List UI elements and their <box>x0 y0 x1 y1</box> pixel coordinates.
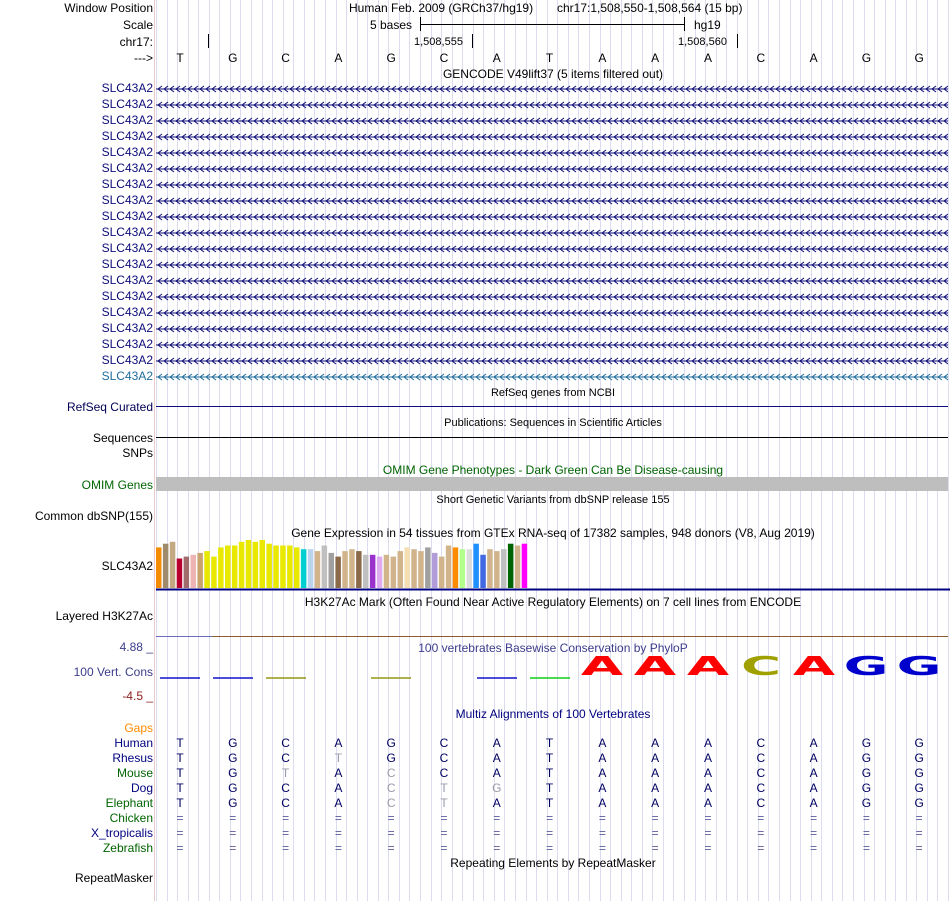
alignment-base: G <box>492 781 502 795</box>
alignment-base: C <box>756 796 766 810</box>
gencode-item-label[interactable]: SLC43A2 <box>101 81 153 95</box>
gencode-gene-line[interactable] <box>156 147 948 159</box>
gtex-tissue-bar[interactable] <box>266 544 272 588</box>
alignment-base: = <box>176 841 184 855</box>
alignment-base: G <box>861 736 872 750</box>
gtex-tissue-bar[interactable] <box>225 546 231 589</box>
sequence-base: A <box>598 51 607 65</box>
gtex-tissue-bar[interactable] <box>370 555 376 588</box>
alignment-base: A <box>598 781 607 795</box>
alignment-base: T <box>545 796 554 810</box>
alignment-base: G <box>228 796 238 810</box>
alignment-base: = <box>546 826 554 840</box>
gencode-gene-line[interactable] <box>156 179 948 191</box>
alignment-base: = <box>229 811 237 825</box>
alignment-base: A <box>809 766 818 780</box>
alignment-base: G <box>861 766 872 780</box>
gtex-tissue-bar[interactable] <box>384 555 390 588</box>
phylop-logo-mark[interactable] <box>160 677 200 679</box>
alignment-base: A <box>703 766 712 780</box>
scale-db: hg19 <box>694 18 721 32</box>
h3k27-title: H3K27Ac Mark (Often Found Near Active Regulatory Elements) on 7 cell lines from ENCODE <box>304 595 802 609</box>
alignment-base: T <box>545 781 554 795</box>
alignment-base: G <box>228 751 238 765</box>
multiz-title: Multiz Alignments of 100 Vertebrates <box>455 707 651 721</box>
phylop-label[interactable]: 100 Vert. Cons <box>73 665 153 679</box>
species-label[interactable]: Human <box>114 736 153 750</box>
gencode-gene-line[interactable] <box>156 227 948 239</box>
grid-line <box>948 0 949 901</box>
alignment-base: C <box>439 751 449 765</box>
phylop-logo-letter[interactable]: C <box>740 652 781 682</box>
alignment-base: A <box>809 736 818 750</box>
alignment-base: G <box>228 781 238 795</box>
alignment-base: = <box>387 841 395 855</box>
alignment-base: A <box>334 781 343 795</box>
alignment-base: = <box>493 811 501 825</box>
strand-label: ---> <box>134 51 153 65</box>
gtex-tissue-bar[interactable] <box>170 542 176 588</box>
gtex-tissue-bar[interactable] <box>253 542 259 588</box>
alignment-base: G <box>914 781 924 795</box>
alignment-base: = <box>546 811 554 825</box>
alignment-base: A <box>703 751 712 765</box>
sidebar-divider <box>154 0 155 901</box>
gencode-item-label[interactable]: SLC43A2 <box>101 209 153 223</box>
gtex-title: Gene Expression in 54 tissues from GTEx RNA-seq of 17382 samples, 948 donors (V8, Aug 2019) <box>291 526 815 540</box>
gencode-gene-line[interactable] <box>156 371 948 383</box>
species-label[interactable]: X_tropicalis <box>90 826 153 840</box>
alignment-base: A <box>598 796 607 810</box>
gtex-tissue-bar[interactable] <box>232 546 238 589</box>
gtex-tissue-bar[interactable] <box>191 555 197 588</box>
h3k27-label[interactable]: Layered H3K27Ac <box>55 609 153 623</box>
sequence-base: A <box>651 51 660 65</box>
chrom-label: chr17: <box>119 35 153 49</box>
gtex-tissue-bar[interactable] <box>184 557 190 588</box>
alignment-base: A <box>492 766 501 780</box>
h3k27-signal-low <box>156 636 212 637</box>
gencode-gene-line[interactable] <box>156 323 948 335</box>
gtex-tissue-bar[interactable] <box>494 551 500 588</box>
gencode-gene-line[interactable] <box>156 307 948 319</box>
species-label[interactable]: Elephant <box>105 796 153 810</box>
alignment-base: = <box>334 841 342 855</box>
gaps-label[interactable]: Gaps <box>124 721 153 735</box>
alignment-base: = <box>651 826 659 840</box>
gencode-item-label[interactable]: SLC43A2 <box>101 177 153 191</box>
alignment-base: C <box>756 736 766 750</box>
pubs-title: Publications: Sequences in Scientific Articles <box>444 417 662 429</box>
omim-bar[interactable] <box>156 477 948 491</box>
alignment-base: = <box>757 826 765 840</box>
alignment-base: G <box>228 736 238 750</box>
pos-tick-1: 1,508,555 <box>414 36 463 48</box>
alignment-base: = <box>757 811 765 825</box>
alignment-base: = <box>915 826 923 840</box>
gtex-tissue-bar[interactable] <box>239 542 245 588</box>
alignment-base: A <box>651 751 660 765</box>
alignment-base: = <box>757 841 765 855</box>
alignment-base: = <box>440 826 448 840</box>
refseq-title: RefSeq genes from NCBI <box>490 387 616 399</box>
chrom-tick-start <box>208 34 209 48</box>
gtex-tissue-bar[interactable] <box>308 549 314 588</box>
alignment-base: = <box>862 811 870 825</box>
sequence-base: G <box>228 51 238 65</box>
alignment-base: T <box>545 736 554 750</box>
phylop-logo-letter[interactable]: A <box>581 652 624 682</box>
gtex-tissue-bar[interactable] <box>487 549 493 588</box>
phylop-logo-letter[interactable]: A <box>686 652 730 682</box>
assembly-text: Human Feb. 2009 (GRCh37/hg19) <box>349 1 534 15</box>
alignment-base: T <box>440 781 448 795</box>
gencode-item-label[interactable]: SLC43A2 <box>101 321 153 335</box>
refseq-gene-line[interactable] <box>156 406 948 407</box>
gencode-item-label[interactable]: SLC43A2 <box>101 113 153 127</box>
gtex-tissue-bar[interactable] <box>211 557 217 588</box>
gencode-item-label[interactable]: SLC43A2 <box>101 193 153 207</box>
pos-tick-1-mark <box>472 34 473 48</box>
alignment-base: A <box>598 751 607 765</box>
alignment-base: A <box>334 796 343 810</box>
refseq-label[interactable]: RefSeq Curated <box>66 400 153 414</box>
alignment-base: T <box>281 766 290 780</box>
sequence-base: G <box>861 51 872 65</box>
gtex-tissue-bar[interactable] <box>356 551 362 588</box>
gtex-tissue-bar[interactable] <box>197 553 203 588</box>
gencode-gene-line[interactable] <box>156 115 948 127</box>
omim-title: OMIM Gene Phenotypes - Dark Green Can Be Disease-causing <box>382 463 724 477</box>
alignment-base: G <box>914 736 924 750</box>
alignment-base: A <box>809 796 818 810</box>
phylop-min: -4.5 _ <box>122 689 153 703</box>
sequence-base: G <box>386 51 396 65</box>
gtex-tissue-bar[interactable] <box>404 547 410 588</box>
gtex-tissue-bar[interactable] <box>218 547 224 588</box>
alignment-base: = <box>704 811 712 825</box>
phylop-logo-mark[interactable] <box>266 677 306 679</box>
window-position-label: Window Position <box>64 1 153 15</box>
alignment-base: = <box>598 826 606 840</box>
gencode-gene-line[interactable] <box>156 259 948 271</box>
alignment-base: = <box>440 811 448 825</box>
alignment-base: = <box>282 841 290 855</box>
position-text: chr17:1,508,550-1,508,564 (15 bp) <box>557 1 743 15</box>
gtex-tissue-bar[interactable] <box>411 549 417 588</box>
alignment-base: A <box>809 751 818 765</box>
alignment-base: G <box>914 751 924 765</box>
gtex-tissue-bar[interactable] <box>294 547 300 588</box>
sequence-base: A <box>703 51 712 65</box>
gtex-tissue-bar[interactable] <box>287 546 293 589</box>
gencode-item-label[interactable]: SLC43A2 <box>101 289 153 303</box>
gencode-gene-line[interactable] <box>156 275 948 287</box>
alignment-base: = <box>915 841 923 855</box>
alignment-base: A <box>651 766 660 780</box>
gtex-tissue-bar[interactable] <box>391 557 397 588</box>
gencode-gene-line[interactable] <box>156 131 948 143</box>
gencode-gene-line[interactable] <box>156 243 948 255</box>
gtex-tissue-bar[interactable] <box>163 544 169 588</box>
gencode-item-label[interactable]: SLC43A2 <box>101 273 153 287</box>
alignment-base: = <box>651 811 659 825</box>
species-label[interactable]: Mouse <box>116 766 153 780</box>
sequence-base: A <box>809 51 818 65</box>
omim-label[interactable]: OMIM Genes <box>81 478 153 492</box>
gencode-item-label[interactable]: SLC43A2 <box>101 241 153 255</box>
phylop-title: 100 vertebrates Basewise Conservation by PhyloP <box>418 641 688 655</box>
phylop-max: 4.88 _ <box>119 640 153 654</box>
gtex-label[interactable]: SLC43A2 <box>101 559 153 573</box>
gencode-item-label[interactable]: SLC43A2 <box>101 369 153 383</box>
alignment-base: A <box>703 736 712 750</box>
gencode-gene-line[interactable] <box>156 83 948 95</box>
alignment-base: T <box>176 781 184 795</box>
gtex-tissue-bar[interactable] <box>363 555 369 588</box>
alignment-base: A <box>703 781 712 795</box>
alignment-base: A <box>598 736 607 750</box>
alignment-base: T <box>176 736 184 750</box>
alignment-base: A <box>598 766 607 780</box>
alignment-base: G <box>914 796 924 810</box>
gtex-tissue-bar[interactable] <box>432 553 438 588</box>
alignment-base: T <box>545 751 554 765</box>
sequence-base: C <box>439 51 449 65</box>
sequence-base: C <box>281 51 290 65</box>
scale-label: Scale <box>122 18 153 32</box>
gtex-tissue-bar[interactable] <box>156 547 162 588</box>
gencode-gene-line[interactable] <box>156 339 948 351</box>
gencode-item-label[interactable]: SLC43A2 <box>101 353 153 367</box>
alignment-base: C <box>439 766 449 780</box>
gencode-gene-line[interactable] <box>156 355 948 367</box>
gtex-tissue-bar[interactable] <box>439 557 445 588</box>
alignment-base: = <box>387 826 395 840</box>
gtex-tissue-bar[interactable] <box>177 559 183 589</box>
alignment-base: G <box>386 751 396 765</box>
alignment-base: T <box>545 766 554 780</box>
alignment-base: G <box>861 751 872 765</box>
gencode-gene-line[interactable] <box>156 99 948 111</box>
alignment-base: T <box>440 796 448 810</box>
alignment-base: = <box>810 826 818 840</box>
gtex-tissue-bar[interactable] <box>322 546 328 589</box>
gtex-tissue-bar[interactable] <box>273 546 279 589</box>
alignment-base: C <box>386 796 396 810</box>
gtex-tissue-bar[interactable] <box>398 551 404 588</box>
alignment-base: T <box>334 751 343 765</box>
gtex-tissue-bar[interactable] <box>501 549 507 588</box>
alignment-base: C <box>439 736 449 750</box>
alignment-base: = <box>704 826 712 840</box>
gencode-gene-line[interactable] <box>156 163 948 175</box>
gencode-item-label[interactable]: SLC43A2 <box>101 97 153 111</box>
alignment-base: A <box>334 766 343 780</box>
gtex-tissue-bar[interactable] <box>418 551 424 588</box>
phylop-logo-letter[interactable]: A <box>792 652 835 682</box>
alignment-base: A <box>809 781 818 795</box>
gtex-tissue-bar[interactable] <box>460 549 466 588</box>
dbsnp-label[interactable]: Common dbSNP(155) <box>34 509 153 523</box>
alignment-base: C <box>756 751 766 765</box>
gencode-gene-line[interactable] <box>156 211 948 223</box>
species-label[interactable]: Dog <box>130 781 153 795</box>
alignment-base: A <box>492 796 501 810</box>
gencode-item-label[interactable]: SLC43A2 <box>101 337 153 351</box>
sequence-base: C <box>756 51 766 65</box>
gtex-tissue-bar[interactable] <box>473 544 479 588</box>
gtex-tissue-bar[interactable] <box>280 546 286 589</box>
phylop-logo-mark[interactable] <box>213 677 253 679</box>
sequences-label[interactable]: Sequences <box>92 431 153 445</box>
pos-tick-2: 1,508,560 <box>678 36 727 48</box>
alignment-base: = <box>598 841 606 855</box>
snps-label[interactable]: SNPs <box>122 446 153 460</box>
alignment-base: = <box>176 826 184 840</box>
species-label[interactable]: Rhesus <box>112 751 153 765</box>
gtex-tissue-bar[interactable] <box>349 549 355 588</box>
sequence-base: T <box>176 51 184 65</box>
dbsnp-title: Short Genetic Variants from dbSNP release 155 <box>436 494 670 506</box>
scale-bar <box>420 24 684 25</box>
alignment-base: T <box>176 751 184 765</box>
alignment-base: = <box>862 841 870 855</box>
alignment-base: A <box>651 796 660 810</box>
repeat-label[interactable]: RepeatMasker <box>74 871 153 885</box>
alignment-base: G <box>914 766 924 780</box>
alignment-base: A <box>492 751 501 765</box>
alignment-base: C <box>281 796 290 810</box>
gtex-tissue-bar[interactable] <box>515 546 521 589</box>
phylop-logo-mark[interactable] <box>371 677 411 679</box>
alignment-base: G <box>861 796 872 810</box>
alignment-base: C <box>756 781 766 795</box>
gencode-gene-line[interactable] <box>156 195 948 207</box>
alignment-base: = <box>440 841 448 855</box>
phylop-logo-mark[interactable] <box>477 677 517 679</box>
phylop-logo-letter[interactable]: A <box>634 652 677 682</box>
alignment-base: T <box>176 766 184 780</box>
gtex-tissue-bar[interactable] <box>329 553 335 588</box>
gtex-tissue-bar[interactable] <box>246 540 252 588</box>
gtex-tissue-bar[interactable] <box>425 547 431 588</box>
alignment-base: = <box>229 826 237 840</box>
gencode-title[interactable]: GENCODE V49lift37 (5 items filtered out) <box>442 67 664 81</box>
gtex-tissue-bar[interactable] <box>204 551 210 588</box>
alignment-base: = <box>915 811 923 825</box>
phylop-logo-letter[interactable]: G <box>896 652 942 682</box>
gencode-item-label[interactable]: SLC43A2 <box>101 305 153 319</box>
alignment-base: = <box>334 826 342 840</box>
gtex-tissue-bar[interactable] <box>315 551 321 588</box>
alignment-base: G <box>861 781 872 795</box>
alignment-base: G <box>386 736 396 750</box>
alignment-base: = <box>176 811 184 825</box>
sequence-base: G <box>914 51 924 65</box>
alignment-base: = <box>282 826 290 840</box>
gtex-tissue-bar[interactable] <box>342 551 348 588</box>
gtex-bar-chart[interactable] <box>156 540 950 592</box>
alignment-base: A <box>651 736 660 750</box>
alignment-base: = <box>546 841 554 855</box>
gtex-tissue-bar[interactable] <box>335 557 341 588</box>
alignment-base: C <box>281 736 290 750</box>
scale-text: 5 bases <box>370 18 413 32</box>
gtex-tissue-bar[interactable] <box>446 546 452 589</box>
alignment-base: T <box>176 796 184 810</box>
scale-bar-right-tick <box>684 17 685 31</box>
gtex-tissue-bar[interactable] <box>377 557 383 588</box>
alignment-base: = <box>387 811 395 825</box>
species-label[interactable]: Chicken <box>109 811 153 825</box>
species-label[interactable]: Zebrafish <box>102 841 153 855</box>
alignment-base: A <box>703 796 712 810</box>
gencode-item-label[interactable]: SLC43A2 <box>101 129 153 143</box>
alignment-base: = <box>334 811 342 825</box>
alignment-base: G <box>228 766 238 780</box>
gtex-tissue-bar[interactable] <box>467 549 473 588</box>
gtex-tissue-bar[interactable] <box>508 544 514 588</box>
alignment-base: = <box>493 841 501 855</box>
alignment-base: A <box>334 736 343 750</box>
alignment-base: = <box>810 841 818 855</box>
alignment-base: C <box>281 751 290 765</box>
alignment-base: A <box>492 736 501 750</box>
alignment-base: = <box>704 841 712 855</box>
alignment-base: = <box>598 811 606 825</box>
h3k27-signal <box>212 636 948 637</box>
sequence-base: A <box>334 51 343 65</box>
gencode-item-label[interactable]: SLC43A2 <box>101 145 153 159</box>
sequence-base: A <box>492 51 501 65</box>
gencode-item-label[interactable]: SLC43A2 <box>101 257 153 271</box>
alignment-base: A <box>651 781 660 795</box>
phylop-logo-letter[interactable]: G <box>843 652 889 682</box>
gencode-item-label[interactable]: SLC43A2 <box>101 225 153 239</box>
scale-bar-left-tick <box>420 17 421 31</box>
alignment-base: = <box>651 841 659 855</box>
repeat-title: Repeating Elements by RepeatMasker <box>450 856 656 870</box>
gtex-tissue-bar[interactable] <box>453 547 459 588</box>
alignment-base: = <box>229 841 237 855</box>
alignment-base: = <box>862 826 870 840</box>
gencode-item-label[interactable]: SLC43A2 <box>101 161 153 175</box>
alignment-base: = <box>810 811 818 825</box>
gtex-tissue-bar[interactable] <box>260 540 266 588</box>
gencode-gene-line[interactable] <box>156 291 948 303</box>
alignment-base: C <box>386 766 396 780</box>
gtex-tissue-bar[interactable] <box>522 544 528 588</box>
alignment-base: = <box>282 811 290 825</box>
pubs-line[interactable] <box>156 437 948 438</box>
sequence-base: T <box>545 51 554 65</box>
alignment-base: C <box>386 781 396 795</box>
pos-tick-2-mark <box>737 34 738 48</box>
alignment-base: C <box>756 766 766 780</box>
alignment-base: C <box>281 781 290 795</box>
alignment-base: = <box>493 826 501 840</box>
gtex-tissue-bar[interactable] <box>301 549 307 588</box>
gtex-tissue-bar[interactable] <box>480 555 486 588</box>
